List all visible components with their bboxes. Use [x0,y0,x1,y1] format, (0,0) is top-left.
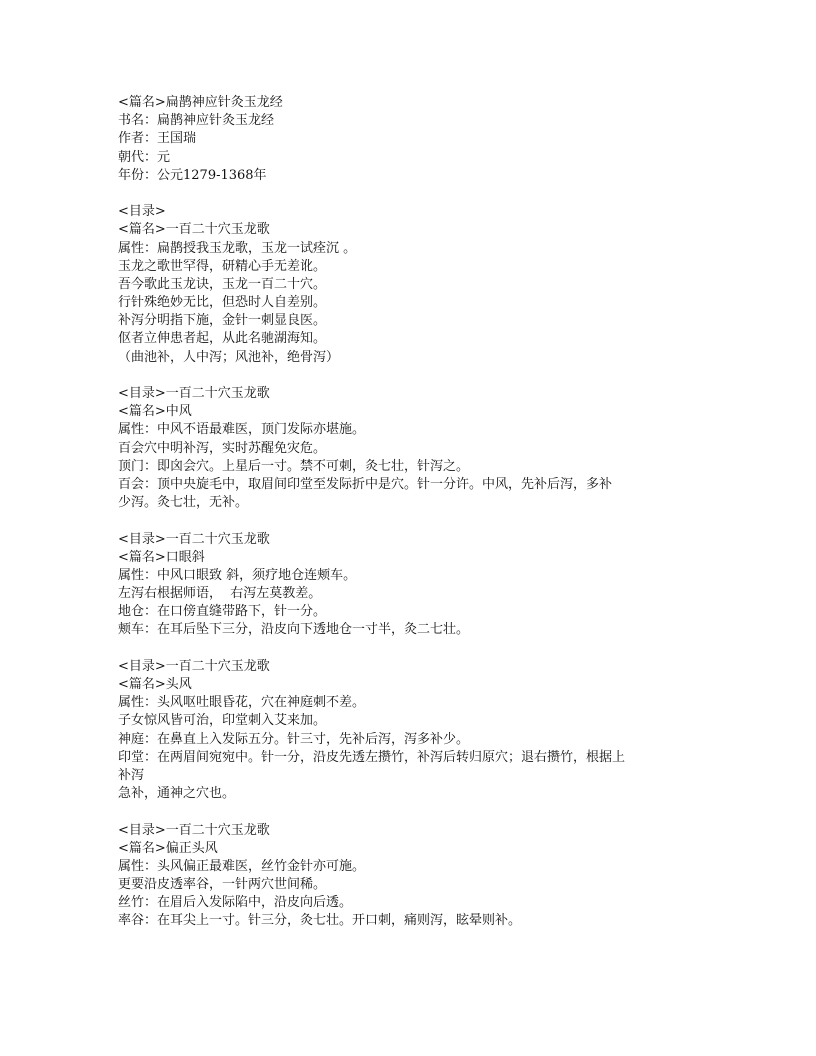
text-line: 左泻右根据师语， 右泻左莫教差。 [118,586,322,602]
text-line: 玉龙之歌世罕得，研精心手无差讹。 [118,258,327,274]
text-line: 伛者立伸患者起，从此名驰湖海知。 [118,331,327,347]
text-line: 顶门：即囟会穴。上星后一寸。禁不可刺，灸七壮，针泻之。 [118,458,470,474]
text-line: 率谷：在耳尖上一寸。针三分，灸七壮。开口刺，痛则泻，眩晕则补。 [118,913,522,929]
text-line: 属性：头风呕吐眼昏花，穴在神庭刺不差。 [118,695,366,711]
document-page [118,94,678,931]
text-line: 地仓：在口傍直缝带路下，针一分。 [118,604,327,620]
text-line: 补泻 [118,767,145,783]
text-line: 属性：扁鹊授我玉龙歌，玉龙一试痊沉 。 [118,240,357,256]
text-line: 属性：中风口眼致 斜，须疗地仓连颊车。 [118,567,357,583]
text-line: <目录>一百二十穴玉龙歌 [118,531,270,547]
text-line: <目录>一百二十穴玉龙歌 [118,658,270,674]
blank-line [118,367,678,385]
text-line: 少泻。灸七壮，无补。 [118,495,249,511]
blank-line [118,640,678,658]
text-line: <篇名>一百二十穴玉龙歌 [118,222,270,238]
blank-line [118,803,678,821]
text-line: 朝代：元 [118,149,171,165]
text-line: 百会：顶中央旋毛中，取眉间印堂至发际折中是穴。针一分许。中风，先补后泻，多补 [118,476,613,492]
text-line: 年份：公元1279-1368年 [118,167,267,183]
blank-line [118,185,678,203]
text-line: 印堂：在两眉间宛宛中。针一分，沿皮先透左攒竹，补泻后转归原穴；退右攒竹，根据上 [118,749,626,765]
text-line: <篇名>头风 [118,677,192,692]
text-line: <篇名>口眼斜 [118,549,205,565]
text-line: 属性：中风不语最难医，顶门发际亦堪施。 [118,422,366,438]
text-line: 吾今歌此玉龙诀，玉龙一百二十穴。 [118,276,327,292]
text-line: 丝竹：在眉后入发际陷中，沿皮向后透。 [118,895,353,911]
text-line: 属性：头风偏正最难医，丝竹金针亦可施。 [118,858,366,874]
text-line: <篇名>中风 [118,404,192,420]
text-line: <目录>一百二十穴玉龙歌 [118,822,270,838]
text-line: 更要沿皮透率谷，一针两穴世间稀。 [118,877,327,893]
text-line: 百会穴中明补泻，实时苏醒免灾危。 [118,440,327,456]
text-line: <篇名>扁鹊神应针灸玉龙经 [118,95,283,110]
blank-line [118,512,678,530]
text-line: 行针殊绝妙无比，但恐时人自差别。 [118,295,327,311]
text-line: 书名：扁鹊神应针灸玉龙经 [118,113,275,129]
text-line: 颊车：在耳后坠下三分，沿皮向下透地仓一寸半，灸二七壮。 [118,622,470,638]
text-line: 神庭：在鼻直上入发际五分。针三寸，先补后泻，泻多补少。 [118,731,470,747]
text-line: <目录>一百二十穴玉龙歌 [118,386,270,401]
text-line: <篇名>偏正头风 [118,840,218,856]
text-line: <目录> [118,204,166,220]
text-line: 急补，通神之穴也。 [118,786,236,802]
text-line: 子女惊风皆可治，印堂刺入艾来加。 [118,713,327,729]
text-line: 补泻分明指下施，金针一刺显良医。 [118,313,327,329]
text-line: 作者：王国瑞 [118,131,197,147]
text-line: （曲池补，人中泻；风池补，绝骨泻） [118,349,340,365]
